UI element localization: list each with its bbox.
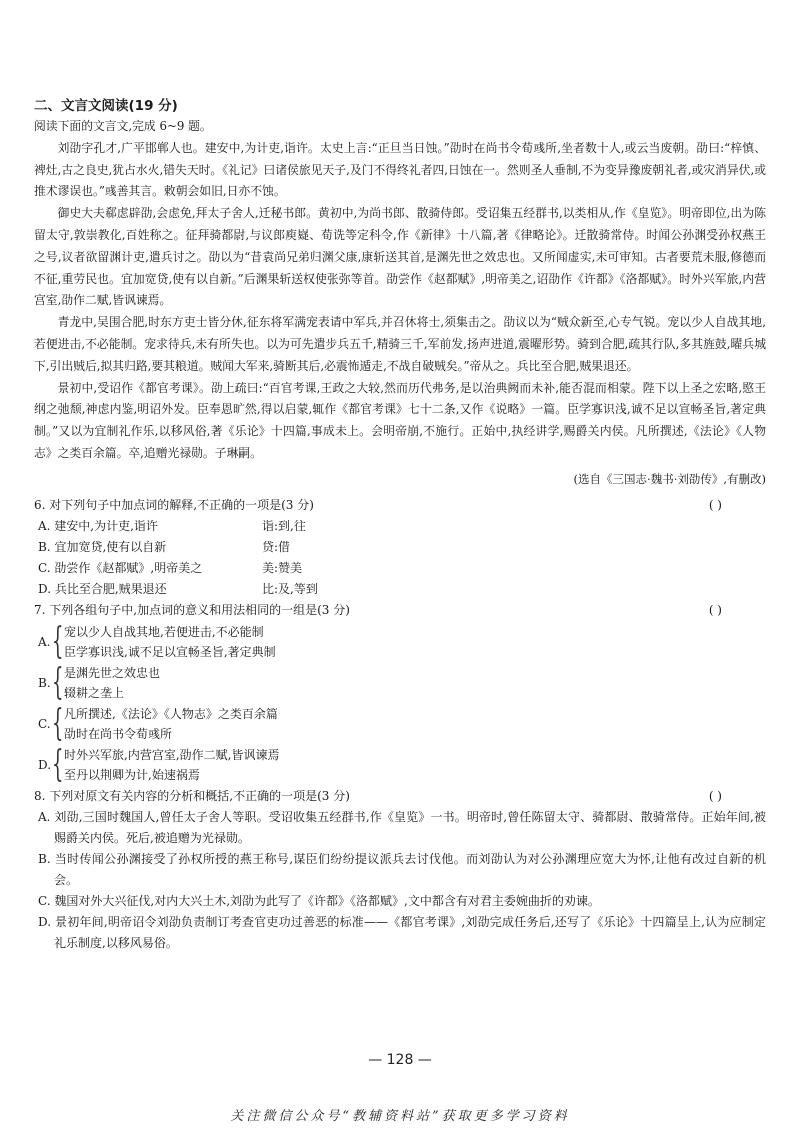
question-8-option: B. 当时传闻公孙渊接受了孙权所授的燕王称号,谋臣们纷纷提议派兵去讨伐他。而刘劭认为对公孙渊理应宽大为怀,让他有改过自新的机会。 xyxy=(38,851,766,887)
exam-page xyxy=(34,96,766,954)
question-6-option xyxy=(38,558,766,579)
option-line: 凡所撰述,《法论》《人物志》之类百余篇 xyxy=(64,706,278,721)
option-sentence: B. 宜加宽贷,使有以自新 xyxy=(38,539,167,554)
answer-bracket: ( ) xyxy=(708,788,722,803)
answer-bracket: ( ) xyxy=(708,602,722,617)
left-brace-icon: { xyxy=(52,702,64,744)
option-explanation: 诣:到,往 xyxy=(262,518,306,533)
question-6-option xyxy=(38,537,766,558)
option-line: 臣学寡识浅,诚不足以宣畅圣旨,著定典制 xyxy=(64,644,276,659)
left-brace-icon: { xyxy=(52,661,64,703)
option-line: 辍耕之垄上 xyxy=(64,685,125,700)
question-6-option xyxy=(38,579,766,600)
question-6-text: 6. 对下列句子中加点词的解释,不正确的一项是(3 分) xyxy=(34,497,314,512)
question-7-option xyxy=(38,663,766,703)
instruction: 阅读下面的文言文,完成 6~9 题。 xyxy=(34,119,212,133)
option-explanation: 贷:借 xyxy=(262,539,291,554)
option-label: A. xyxy=(38,634,51,649)
left-brace-icon: { xyxy=(52,743,64,785)
question-8-option: D. 景初年间,明帝诏令刘劭负责制订考查官吏功过善恶的标准——《都官考课》,刘劭完成任务后,还写了《乐论》十四篇呈上,认为应制定礼乐制度,以移风易俗。 xyxy=(38,914,766,950)
question-7-stem xyxy=(34,600,766,621)
option-label: D. xyxy=(38,757,52,772)
option-line: 宠以少人自战其地,若便进击,不必能制 xyxy=(64,624,264,639)
option-line: 时外兴军旅,内营宫室,劭作二赋,皆讽谏焉 xyxy=(64,747,280,762)
passage-paragraph: 景初中,受诏作《都官考课》。劭上疏曰:“百官考课,王政之大较,然而历代弗务,是以治典阙而未补,能否混而相蒙。陛下以上圣之宏略,愍王纲之弛颓,神虑内鉴,明诏外发。臣奉恩旷然,得以启蒙,辄作《都官考课》七十二条,又作《说略》一篇。臣学寡识浅,诚不足以宣畅圣旨,著定典制。”又以为宜制礼作乐,以移风俗,著《乐论》十四篇,事成未上。会明帝崩,不施行。正始中,执经讲学,赐爵关内侯。凡所撰述,《法论》《人物志》之类百余篇。卒,追赠光禄勋。子琳嗣。 xyxy=(34,380,766,460)
question-8-option: A. 刘劭,三国时魏国人,曾任太子舍人等职。受诏收集五经群书,作《皇览》一书。明帝时,曾任陈留太守、骑都尉、散骑常侍。正始年间,被赐爵关内侯。死后,被追赠为光禄勋。 xyxy=(38,809,766,845)
page-number: — 128 — xyxy=(368,1052,432,1068)
option-line: 至丹以荆卿为计,始速祸焉 xyxy=(64,767,200,782)
answer-bracket: ( ) xyxy=(708,497,722,512)
option-line: 劭时在尚书令荀彧所 xyxy=(64,726,173,741)
question-7-option xyxy=(38,622,766,662)
option-sentence: A. 建安中,为计吏,诣许 xyxy=(38,518,158,533)
question-8-option: C. 魏国对外大兴征伐,对内大兴土木,刘劭为此写了《许都》《洛都赋》,文中都含有对君主委婉曲折的劝谏。 xyxy=(38,893,600,908)
passage-paragraph: 刘劭字孔才,广平邯郸人也。建安中,为计吏,诣许。太史上言:“正旦当日蚀。”劭时在尚书令荀彧所,坐者数十人,或云当废朝。劭曰:“梓慎、裨灶,古之良史,犹占水火,错失天时。《礼记》曰诸侯旅见天子,及门不得终礼者四,日蚀在一。然则圣人垂制,不为变异豫废朝礼者,或灾消异伏,或推术谬误也。”彧善其言。敕朝会如旧,日亦不蚀。 xyxy=(34,140,766,199)
source-citation: (选自《三国志·魏书·刘劭传》,有删改) xyxy=(573,471,766,486)
footer-note: 关注微信公众号“教辅资料站”获取更多学习资料 xyxy=(230,1109,570,1124)
option-line: 是渊先世之效忠也 xyxy=(64,665,161,680)
question-6-stem xyxy=(34,495,766,516)
option-label: C. xyxy=(38,716,51,731)
question-6-option xyxy=(38,516,766,537)
passage-paragraph: 御史大夫郗虑辟劭,会虑免,拜太子舍人,迁秘书郎。黄初中,为尚书郎、散骑侍郎。受诏集五经群书,以类相从,作《皇览》。明帝即位,出为陈留太守,敦崇教化,百姓称之。征拜骑都尉,与议郎庾嶷、荀诜等定科令,作《新律》十八篇,著《律略论》。迁散骑常侍。时闻公孙渊受孙权燕王之号,议者欲留渊计吏,遣兵讨之。劭以为“昔袁尚兄弟归渊父康,康斩送其首,是渊先世之效忠也。又所闻虚实,未可审知。古者要荒未服,修德而不征,重劳民也。宜加宽贷,使有以自新。”后渊果斩送权使张弥等首。劭尝作《赵都赋》,明帝美之,诏劭作《许都》《洛都赋》。时外兴军旅,内营宫室,劭作二赋,皆讽谏焉。 xyxy=(34,206,766,308)
option-label: B. xyxy=(38,675,51,690)
passage-paragraph: 青龙中,吴围合肥,时东方吏士皆分休,征东将军满宠表请中军兵,并召休将士,须集击之。劭议以为“贼众新至,心专气锐。宠以少人自战其地,若便进击,不必能制。宠求待兵,未有所失也。以为可先遣步兵五千,精骑三千,军前发,扬声进道,震曜形势。骑到合肥,疏其行队,多其旌鼓,曜兵城下,引出贼后,拟其归路,要其粮道。贼闻大军来,骑断其后,必震怖遁走,不战自破贼矣。”帝从之。兵比至合肥,贼果退还。 xyxy=(34,315,766,373)
option-sentence: C. 劭尝作《赵都赋》,明帝美之 xyxy=(38,560,203,575)
option-explanation: 比:及,等到 xyxy=(262,581,318,596)
question-7-option xyxy=(38,745,766,785)
left-brace-icon: { xyxy=(52,620,64,662)
question-8-stem xyxy=(34,786,766,807)
section-title: 二、文言文阅读(19 分) xyxy=(34,98,178,114)
question-8-text: 8. 下列对原文有关内容的分析和概括,不正确的一项是(3 分) xyxy=(34,788,350,803)
question-7-option xyxy=(38,704,766,744)
question-7-text: 7. 下列各组句子中,加点词的意义和用法相同的一组是(3 分) xyxy=(34,602,350,617)
option-explanation: 美:赞美 xyxy=(262,560,303,575)
option-sentence: D. 兵比至合肥,贼果退还 xyxy=(38,581,167,596)
